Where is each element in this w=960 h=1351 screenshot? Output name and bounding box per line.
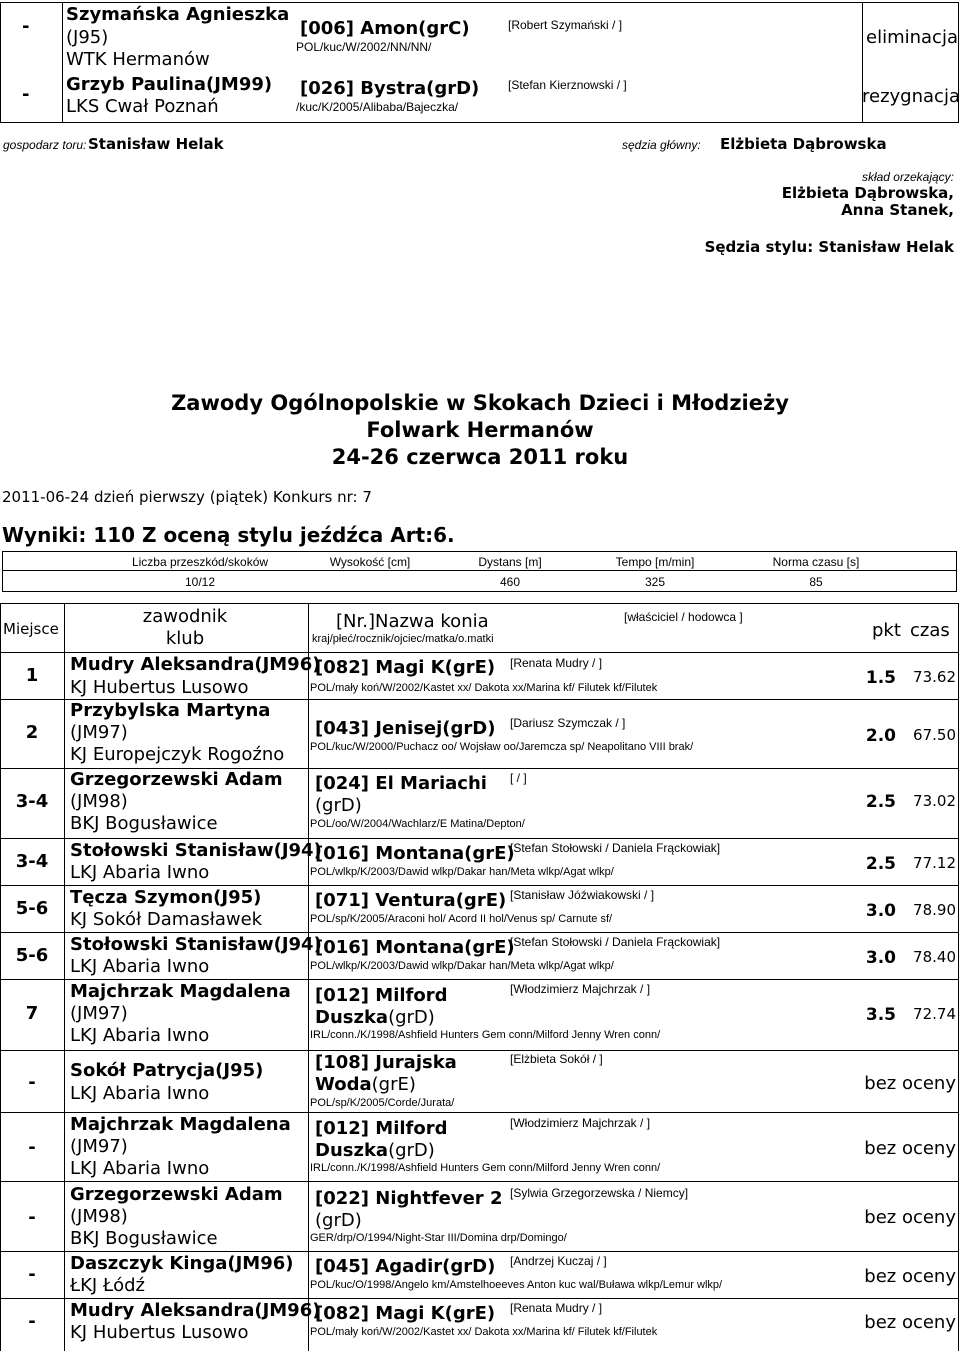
rider-club: LKJ Abaria Iwno: [70, 1083, 210, 1104]
param-header: Liczba przeszkód/skoków: [131, 555, 269, 569]
results-heading: Wyniki: 110 Z oceną stylu jeźdźca Art:6.: [2, 523, 455, 547]
competition-day: 2011-06-24 dzień pierwszy (piątek) Konkurs nr: 7: [2, 488, 372, 506]
horse-owner: [Dariusz Szymczak / ]: [510, 716, 626, 730]
horse-gender: (grD): [315, 1210, 362, 1231]
event-dates: 24-26 czerwca 2011 roku: [331, 445, 629, 469]
horse-pedigree: POL/wlkp/K/2003/Dawid wlkp/Dakar han/Meta wlkp/Agat wlkp/: [310, 960, 614, 972]
rider-category: (J95): [66, 27, 109, 48]
horse-name: [108] Jurajska: [315, 1052, 457, 1073]
entry-place: -: [22, 84, 30, 105]
horse-pedigree: POL/oo/W/2004/Wachlarz/E Matina/Depton/: [310, 818, 525, 830]
rider-category: (JM98): [70, 791, 128, 812]
result-points: 1.5: [865, 668, 896, 688]
host-label: gospodarz toru:: [3, 138, 87, 152]
style-judge: Sędzia stylu: Stanisław Helak: [704, 238, 954, 256]
horse-owner: [Włodzimierz Majchrzak / ]: [510, 1116, 651, 1130]
rider-club: KJ Sokół Damasławek: [70, 909, 263, 930]
rider-club: ŁKJ Łódź: [70, 1275, 145, 1296]
rider-club: LKJ Abaria Iwno: [70, 1025, 210, 1046]
param-header: Dystans [m]: [478, 555, 542, 569]
result-time: 77.12: [913, 854, 956, 872]
rider-category: (JM97): [70, 1003, 128, 1024]
param-value: 460: [499, 575, 521, 589]
rider-name: Mudry Aleksandra(JM96): [70, 654, 321, 675]
header-pedigree: kraj/płeć/rocznik/ojciec/matka/o.matki: [312, 633, 494, 645]
param-header: Norma czasu [s]: [772, 555, 860, 569]
header-horse: [Nr.]Nazwa konia: [336, 611, 489, 632]
result-place: 2: [25, 722, 39, 743]
rider-name: Majchrzak Magdalena: [70, 981, 291, 1002]
rider-club: KJ Europejczyk Rogoźno: [70, 744, 285, 765]
panel-label: skład orzekający:: [861, 170, 954, 184]
horse-name: [082] Magi K(grE): [315, 1303, 496, 1324]
panel-member: Elżbieta Dąbrowska,: [781, 184, 954, 202]
horse-pedigree: POL/mały koń/W/2002/Kastet xx/ Dakota xx/Marina kf/ Filutek kf/Filutek: [310, 682, 658, 694]
horse-pedigree: POL/sp/K/2005/Corde/Jurata/: [310, 1097, 455, 1109]
horse-name: [006] Amon(grC): [300, 18, 470, 39]
rider-category: (JM97): [70, 1136, 128, 1157]
rider-name: Przybylska Martyna: [70, 700, 271, 721]
rider-name: Grzyb Paulina(JM99): [66, 74, 273, 95]
rider-club: BKJ Bogusławice: [70, 813, 218, 834]
panel-member: Anna Stanek,: [841, 201, 954, 219]
entry-place: -: [22, 16, 30, 37]
horse-pedigree: POL/wlkp/K/2003/Dawid wlkp/Dakar han/Meta wlkp/Agat wlkp/: [310, 866, 614, 878]
rider-club: KJ Hubertus Lusowo: [70, 677, 249, 698]
rider-club: LKJ Abaria Iwno: [70, 862, 210, 883]
header-club: klub: [165, 628, 205, 649]
result-time: 72.74: [913, 1005, 956, 1023]
horse-name: [022] Nightfever 2: [315, 1188, 503, 1209]
result-place: -: [28, 1072, 36, 1093]
header-place: Miejsce: [3, 620, 59, 638]
result-place: 5-6: [15, 898, 49, 919]
rider-club: LKJ Abaria Iwno: [70, 956, 210, 977]
result-points: 3.0: [865, 901, 896, 921]
horse-pedigree: POL/kuc/W/2002/NN/NN/: [296, 40, 432, 54]
result-place: -: [28, 1137, 36, 1158]
result-place: 3-4: [15, 851, 49, 872]
rider-name: Grzegorzewski Adam: [70, 1184, 283, 1205]
horse-pedigree: POL/sp/K/2005/Araconi hol/ Acord II hol/Venus sp/ Carnute sf/: [310, 913, 613, 925]
event-title: Zawody Ogólnopolskie w Skokach Dzieci i Młodzieży: [171, 391, 789, 415]
result-status: bez oceny: [864, 1266, 956, 1287]
horse-owner: [Stefan Kierznowski / ]: [508, 78, 627, 92]
horse-name: [016] Montana(grE): [315, 937, 515, 958]
horse-owner: [Stefan Stołowski / Daniela Frąckowiak]: [510, 841, 721, 855]
horse-pedigree: /kuc/K/2005/Alibaba/Bajeczka/: [296, 100, 459, 114]
result-status: bez oceny: [864, 1207, 956, 1228]
horse-owner: [ / ]: [510, 771, 527, 785]
horse-name: [024] El Mariachi: [315, 773, 487, 794]
horse-name: [043] Jenisej(grD): [315, 718, 496, 739]
horse-name: [012] Milford: [315, 985, 448, 1006]
entry-status: rezygnacja: [862, 86, 960, 107]
horse-name-cont: Duszka(grD): [315, 1007, 435, 1028]
result-points: 2.5: [865, 854, 896, 874]
horse-owner: [Robert Szymański / ]: [508, 18, 623, 32]
entry-status: eliminacja: [866, 27, 958, 48]
horse-owner: [Stefan Stołowski / Daniela Frąckowiak]: [510, 935, 721, 949]
result-points: 3.0: [865, 948, 896, 968]
header-czas: czas: [910, 620, 950, 641]
horse-name: [071] Ventura(grE): [315, 890, 507, 911]
header-owner: [właściciel / hodowca ]: [624, 610, 743, 624]
result-points: 2.0: [865, 726, 896, 746]
horse-pedigree: IRL/conn./K/1998/Ashfield Hunters Gem conn/Milford Jenny Wren conn/: [310, 1029, 661, 1041]
event-venue: Folwark Hermanów: [366, 418, 594, 442]
result-time: 73.62: [913, 668, 956, 686]
chief-judge-label: sędzia główny:: [622, 138, 701, 152]
result-place: 1: [25, 665, 39, 686]
horse-owner: [Renata Mudry / ]: [510, 656, 603, 670]
rider-name: Stołowski Stanisław(J94): [70, 840, 322, 861]
result-place: 7: [25, 1003, 39, 1024]
result-place: -: [28, 1311, 36, 1332]
result-points: 3.5: [865, 1005, 896, 1025]
result-place: -: [28, 1207, 36, 1228]
horse-pedigree: GER/drp/O/1994/Night-Star III/Domina drp/Domingo/: [310, 1232, 567, 1244]
rider-name: Sokół Patrycja(J95): [70, 1060, 264, 1081]
horse-pedigree: POL/kuc/O/1998/Angelo km/Amstelhoeeves Anton kuc wal/Buława wlkp/Lemur wlkp/: [310, 1279, 723, 1291]
rider-club: KJ Hubertus Lusowo: [70, 1322, 249, 1343]
horse-pedigree: IRL/conn./K/1998/Ashfield Hunters Gem conn/Milford Jenny Wren conn/: [310, 1162, 661, 1174]
result-status: bez oceny: [864, 1138, 956, 1159]
horse-pedigree: POL/mały koń/W/2002/Kastet xx/ Dakota xx/Marina kf/ Filutek kf/Filutek: [310, 1326, 658, 1338]
param-value: 85: [809, 575, 823, 589]
rider-category: (JM97): [70, 722, 128, 743]
result-time: 78.40: [913, 948, 956, 966]
horse-owner: [Andrzej Kuczaj / ]: [510, 1254, 607, 1268]
horse-owner: [Włodzimierz Majchrzak / ]: [510, 982, 651, 996]
horse-pedigree: POL/kuc/W/2000/Puchacz oo/ Wojsław oo/Jaremcza sp/ Neapolitano VIII brak/: [310, 741, 694, 753]
param-header: Tempo [m/min]: [615, 555, 695, 569]
result-time: 67.50: [913, 726, 956, 744]
horse-name-cont: Duszka(grD): [315, 1140, 435, 1161]
result-time: 73.02: [913, 792, 956, 810]
horse-owner: [Elżbieta Sokół / ]: [510, 1052, 603, 1066]
horse-owner: [Renata Mudry / ]: [510, 1301, 603, 1315]
rider-club: WTK Hermanów: [66, 49, 210, 70]
horse-name: [082] Magi K(grE): [315, 657, 496, 678]
rider-category: (JM98): [70, 1206, 128, 1227]
result-place: -: [28, 1264, 36, 1285]
param-header: Wysokość [cm]: [329, 555, 411, 569]
horse-name: [045] Agadir(grD): [315, 1256, 496, 1277]
header-rider: zawodnik: [142, 606, 228, 627]
result-status: bez oceny: [864, 1073, 956, 1094]
rider-name: Szymańska Agnieszka: [66, 4, 290, 25]
result-place: 3-4: [15, 791, 49, 812]
rider-club: BKJ Bogusławice: [70, 1228, 218, 1249]
horse-gender: (grD): [315, 795, 362, 816]
rider-name: Mudry Aleksandra(JM96): [70, 1300, 321, 1321]
horse-name: [016] Montana(grE): [315, 843, 515, 864]
result-time: 78.90: [913, 901, 956, 919]
rider-name: Tęcza Szymon(J95): [70, 887, 262, 908]
result-status: bez oceny: [864, 1312, 956, 1333]
result-points: 2.5: [865, 792, 896, 812]
horse-name: [026] Bystra(grD): [300, 78, 480, 99]
horse-owner: [Stanisław Jóźwiakowski / ]: [510, 888, 655, 902]
param-value: 325: [644, 575, 666, 589]
host-name: Stanisław Helak: [88, 135, 224, 153]
rider-name: Stołowski Stanisław(J94): [70, 934, 322, 955]
horse-owner: [Sylwia Grzegorzewska / Niemcy]: [510, 1186, 689, 1200]
result-place: 5-6: [15, 945, 49, 966]
rider-club: LKJ Abaria Iwno: [70, 1158, 210, 1179]
rider-name: Grzegorzewski Adam: [70, 769, 283, 790]
header-pkt: pkt: [872, 620, 901, 641]
horse-name: [012] Milford: [315, 1118, 448, 1139]
chief-judge-name: Elżbieta Dąbrowska: [720, 135, 887, 153]
rider-club: LKS Cwał Poznań: [66, 96, 219, 117]
param-value: 10/12: [184, 575, 216, 589]
rider-name: Daszczyk Kinga(JM96): [70, 1253, 294, 1274]
horse-name-cont: Woda(grE): [315, 1074, 416, 1095]
rider-name: Majchrzak Magdalena: [70, 1114, 291, 1135]
